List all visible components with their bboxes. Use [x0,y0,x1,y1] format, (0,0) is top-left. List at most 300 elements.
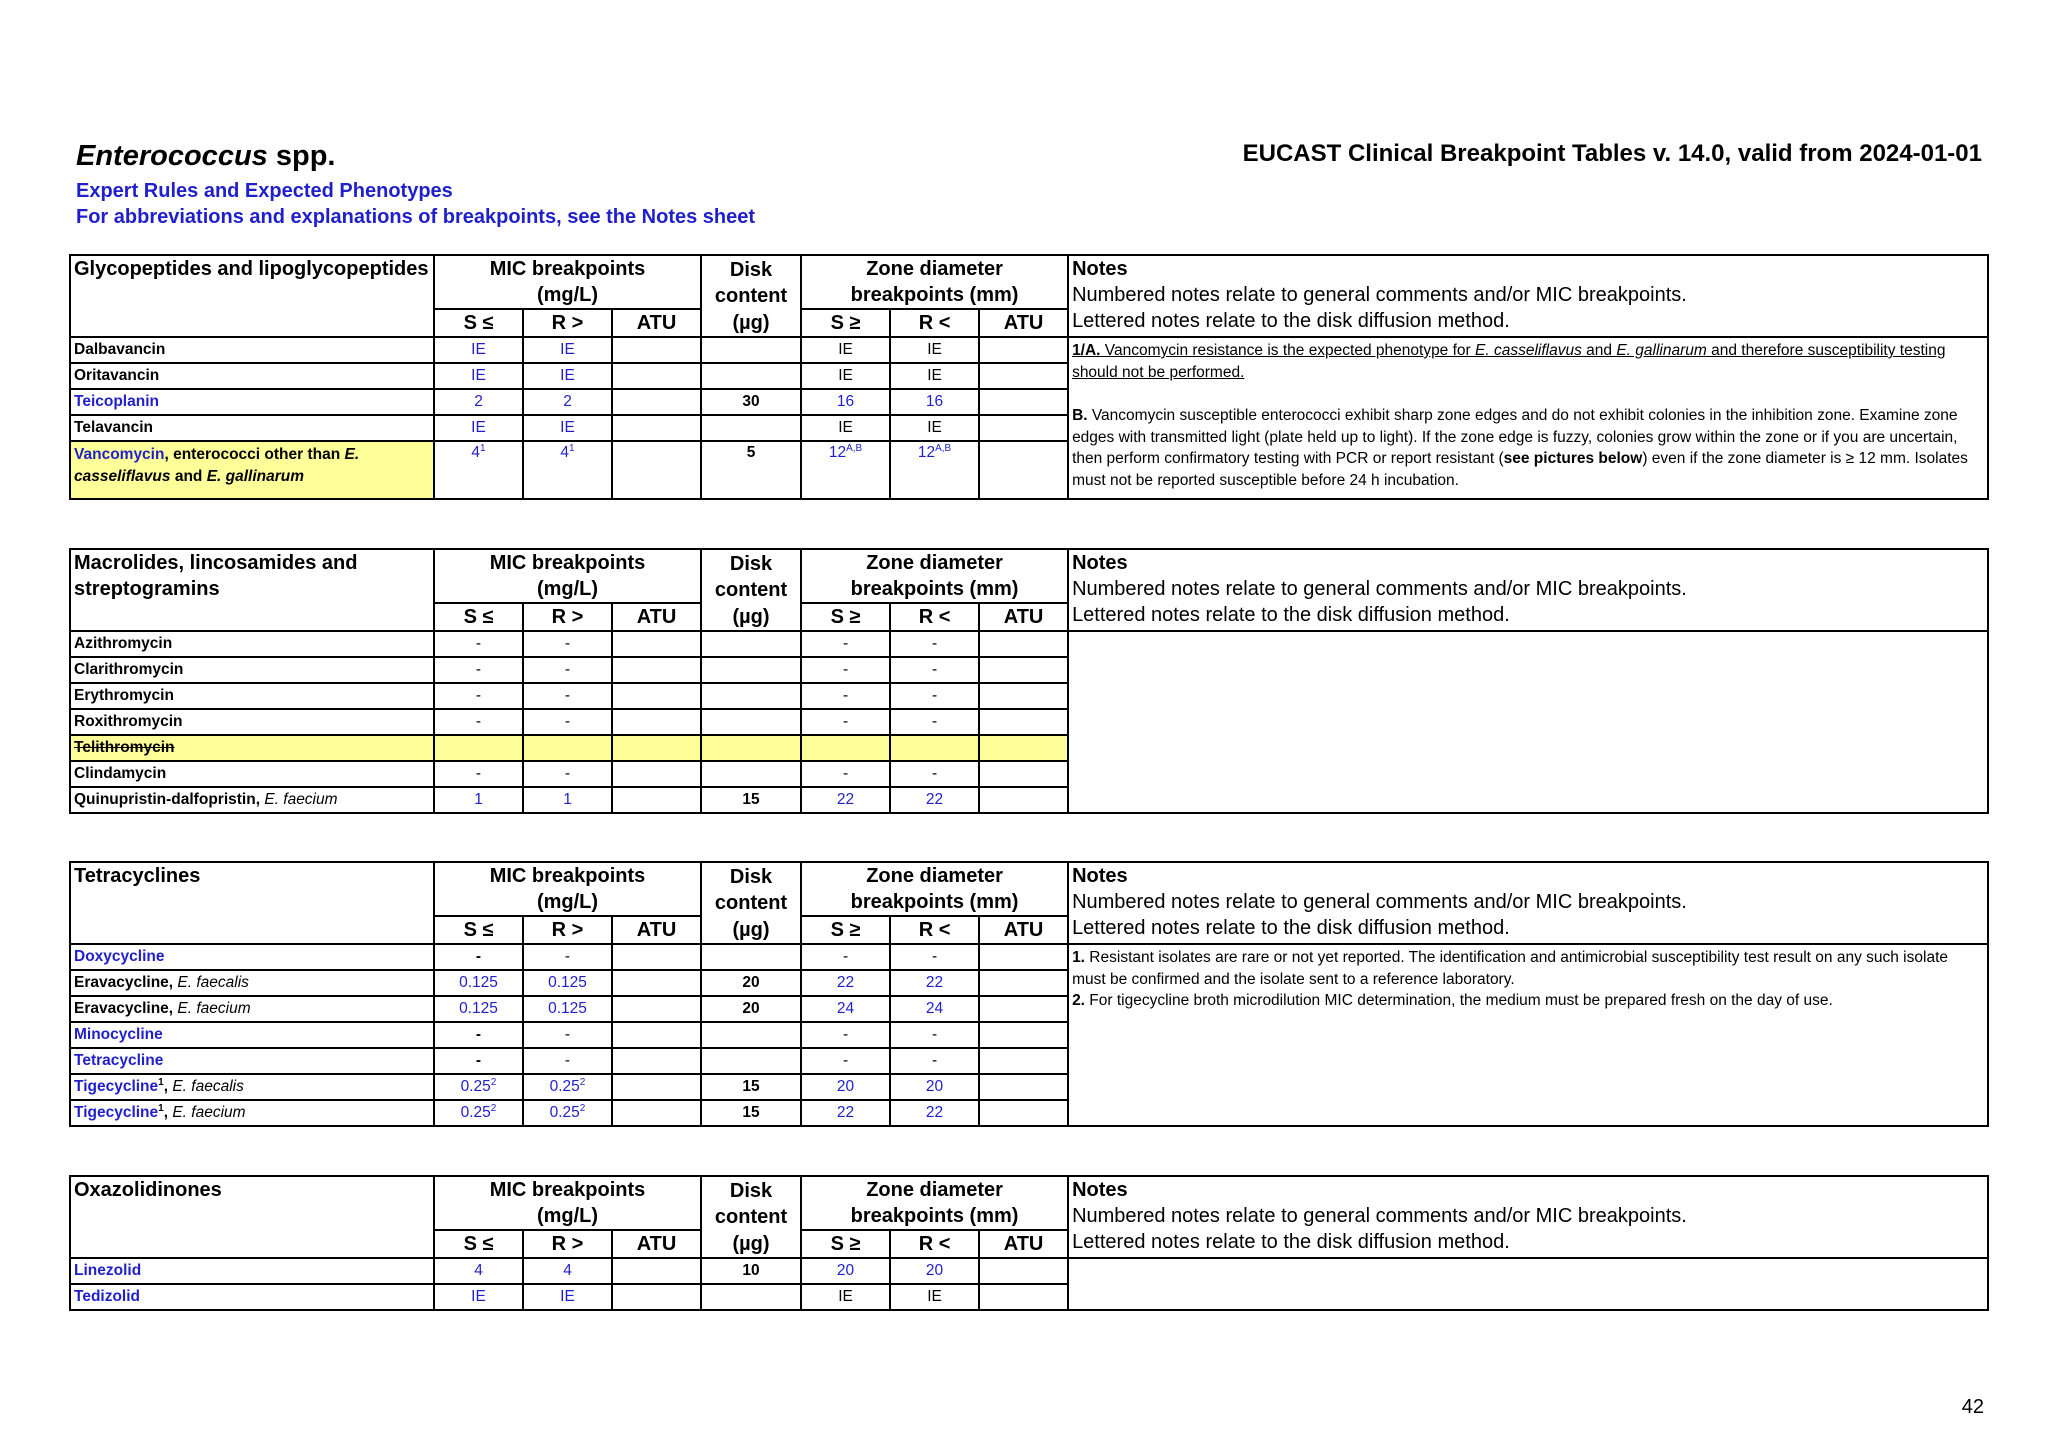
mic-atu [612,1048,701,1074]
agent-name [70,441,434,499]
zone-r [890,441,979,499]
disk-header: Disk [729,1179,773,1202]
species: E. faecium [172,1104,246,1121]
note-ref: A,B [935,442,952,454]
col-atu: ATU [612,309,701,337]
zone-atu [979,1048,1068,1074]
zone-s: 22 [801,787,890,813]
zone-atu [979,337,1068,363]
zone-atu [979,1258,1068,1284]
agent-name: Azithromycin [70,631,434,657]
zone-s: - [801,657,890,683]
zone-r: 16 [890,389,979,415]
zone-header2: breakpoints (mm) [850,284,1019,306]
col-zr: R < [890,916,979,944]
zone-s [801,441,890,499]
mic-s [434,441,523,499]
agent-name: Tetracycline [70,1048,434,1074]
zone-atu [979,709,1068,735]
disk-header2: content [714,891,788,914]
mic-s: 0.125 [434,970,523,996]
disk-header: Disk [729,552,773,575]
col-zatu: ATU [979,916,1068,944]
page-number: 42 [1961,1396,1984,1418]
disk-content: 10 [701,1258,801,1284]
zone-s: - [801,683,890,709]
mic-r [523,1100,612,1126]
mic-r: IE [523,363,612,389]
note-label: 2. [1072,992,1085,1009]
note-label: 1/A. [1072,342,1101,359]
note-ref: 1 [158,1076,164,1088]
mic-s: - [434,761,523,787]
mic-r: - [523,1022,612,1048]
mic-atu [612,389,701,415]
zone-s: 20 [801,1258,890,1284]
mic-s: - [434,683,523,709]
zone-r: 22 [890,970,979,996]
agent-name-main: Eravacycline [74,974,169,991]
zone-r: - [890,709,979,735]
zone-header: Zone diameter [866,1179,1003,1201]
species: E. casseliflavus [74,446,360,485]
zone-r: IE [890,415,979,441]
notes-line2: Lettered notes relate to the disk diffusion method. [1072,604,1510,626]
zone-s [801,735,890,761]
note-ref: 2 [490,1076,497,1088]
mic-atu [612,970,701,996]
zone-atu [979,1074,1068,1100]
disk-content [701,337,801,363]
disk-header: Disk [729,865,773,888]
zone-r: - [890,683,979,709]
mic-atu [612,363,701,389]
notes-line1: Numbered notes relate to general comments and/or MIC breakpoints. [1072,578,1687,600]
col-zr: R < [890,1230,979,1258]
agent-name-main: Tigecycline [74,1104,159,1121]
mic-atu [612,944,701,970]
value: 0.25 [460,1104,491,1121]
mic-r: 0.125 [523,996,612,1022]
col-zr: R < [890,603,979,631]
notes-title: Notes [1072,1179,1128,1201]
agent-name: Tigecycline$^1$, E. faecalis [70,1074,434,1100]
zone-r: IE [890,1284,979,1310]
mic-s: - [434,1048,523,1074]
class-title: Macrolides, lincosamides and streptogramins [70,549,434,631]
oxa-notes [1068,1258,1988,1310]
col-s: S ≤ [434,916,523,944]
mic-atu [612,415,701,441]
disk-content [701,631,801,657]
agent-name: Telavancin [70,415,434,441]
document-title: EUCAST Clinical Breakpoint Tables v. 14.0, valid from 2024-01-01 [1242,140,1982,167]
mic-s: - [434,657,523,683]
mic-atu [612,1022,701,1048]
note-text: Resistant isolates are rare or not yet reported. The identification and antimicrobial susceptibility test result on any such isolate must be confirmed and the isolate sent to a reference laboratory. [1072,949,1948,988]
disk-unit: (µg) [701,916,801,944]
agent-name: Eravacycline, E. faecium [70,996,434,1022]
mic-atu [612,683,701,709]
mic-atu [612,1284,701,1310]
species: E. gallinarum [206,468,305,485]
class-title: Tetracyclines [70,862,434,944]
note-text: Vancomycin susceptible enterococci exhibit sharp zone edges and do not exhibit colonies in the inhibition zone. Examine zone edges with transmitted light (plate held up to light). If the zone edge is fuzzy, colonies grow within the zone or if you are uncertain, then perform confirmatory testing with PCR or report resistant ( [1072,407,1958,467]
mic-s: IE [434,1284,523,1310]
zone-atu [979,415,1068,441]
agent-name: Tigecycline$^1$, E. faecium [70,1100,434,1126]
notes-line2: Lettered notes relate to the disk diffusion method. [1072,917,1510,939]
disk-unit: (µg) [701,603,801,631]
note-text: and therefore susceptibility testing should not be performed. [1072,342,1946,381]
disk-content: 5 [701,441,801,499]
species: E. gallinarum [1616,342,1707,359]
zone-s: 22 [801,1100,890,1126]
agent-name: Doxycycline [70,944,434,970]
agent-qualifier: and [170,468,207,485]
disk-content [701,683,801,709]
mic-header: MIC breakpoints [489,258,646,280]
zone-atu [979,631,1068,657]
note-ref: 2 [579,1102,586,1114]
col-zs: S ≥ [801,916,890,944]
oxazolidinones-table [69,1175,1989,1311]
zone-s: - [801,631,890,657]
note-ref: 1 [569,442,575,454]
notes-line1: Numbered notes relate to general comments and/or MIC breakpoints. [1072,891,1687,913]
zone-r: - [890,657,979,683]
zone-s: IE [801,415,890,441]
mic-r: - [523,683,612,709]
expert-rules-link[interactable]: Expert Rules and Expected Phenotypes [76,180,453,202]
mic-s [434,1100,523,1126]
col-r: R > [523,916,612,944]
notes-title: Notes [1072,865,1128,887]
mic-atu [612,441,701,499]
mic-unit: (mg/L) [536,284,599,306]
col-zatu: ATU [979,603,1068,631]
agent-name: Linezolid [70,1258,434,1284]
zone-s: - [801,761,890,787]
agent-name [70,735,434,761]
mic-s: 2 [434,389,523,415]
mic-r: - [523,709,612,735]
agent-name: Tedizolid [70,1284,434,1310]
mic-atu [612,787,701,813]
notes-line1: Numbered notes relate to general comments and/or MIC breakpoints. [1072,1205,1687,1227]
zone-header2: breakpoints (mm) [850,891,1019,913]
mic-atu [612,1074,701,1100]
value: 0.25 [549,1104,580,1121]
zone-r: 24 [890,996,979,1022]
mic-unit: (mg/L) [536,1205,599,1227]
zone-atu [979,735,1068,761]
mic-s: IE [434,337,523,363]
mic-s: - [434,631,523,657]
note-ref: 2 [490,1102,497,1114]
species: E. casseliflavus [1475,342,1582,359]
agent-name: Erythromycin [70,683,434,709]
mic-s: IE [434,363,523,389]
table-row [70,631,1988,657]
zone-atu [979,1022,1068,1048]
species: E. faecalis [172,1078,244,1095]
agent-name: Clindamycin [70,761,434,787]
zone-atu [979,363,1068,389]
mic-s [434,1074,523,1100]
mic-r [523,735,612,761]
mic-s [434,735,523,761]
note-ref: A,B [846,442,863,454]
mic-atu [612,735,701,761]
mic-r: - [523,657,612,683]
agent-name-main: Quinupristin-dalfopristin [74,791,256,808]
zone-s: 20 [801,1074,890,1100]
notes-title: Notes [1072,552,1128,574]
zone-r: - [890,1022,979,1048]
mic-atu [612,337,701,363]
mic-atu [612,996,701,1022]
col-atu: ATU [612,603,701,631]
notes-line2: Lettered notes relate to the disk diffusion method. [1072,310,1510,332]
zone-atu [979,787,1068,813]
mic-r: 4 [523,1258,612,1284]
disk-content: 15 [701,1100,801,1126]
disk-unit: (µg) [701,309,801,337]
value: 0.25 [549,1078,580,1095]
agent-name-main: Vancomycin [74,446,165,463]
col-s: S ≤ [434,1230,523,1258]
value: 4 [471,444,481,461]
note-text: and [1581,342,1617,359]
value: 0.25 [460,1078,491,1095]
disk-unit: (µg) [701,1230,801,1258]
macrolides-table [69,548,1989,814]
col-zr: R < [890,309,979,337]
col-s: S ≤ [434,309,523,337]
zone-r [890,735,979,761]
agent-name: Eravacycline, E. faecalis [70,970,434,996]
zone-s: 16 [801,389,890,415]
agent-name: Roxithromycin [70,709,434,735]
disk-content: 20 [701,996,801,1022]
page-title: Enterococcus spp. [76,140,336,172]
zone-r: 20 [890,1074,979,1100]
value: 12 [828,444,847,461]
zone-header: Zone diameter [866,865,1003,887]
mic-r: IE [523,415,612,441]
zone-s: - [801,944,890,970]
class-title: Oxazolidinones [70,1176,434,1258]
disk-content [701,1048,801,1074]
class-title: Glycopeptides and lipoglycopeptides [70,255,434,337]
zone-header: Zone diameter [866,552,1003,574]
note-ref: 2 [579,1076,586,1088]
mic-s: 4 [434,1258,523,1284]
zone-atu [979,1284,1068,1310]
zone-atu [979,761,1068,787]
mic-header: MIC breakpoints [489,552,646,574]
disk-content [701,709,801,735]
mic-s: - [434,944,523,970]
mic-s: - [434,709,523,735]
disk-content: 30 [701,389,801,415]
zone-atu [979,657,1068,683]
col-atu: ATU [612,916,701,944]
value: 4 [560,444,570,461]
macro-notes [1068,631,1988,813]
col-zatu: ATU [979,1230,1068,1258]
agent-name: Clarithromycin [70,657,434,683]
table-row [70,944,1988,970]
mic-header: MIC breakpoints [489,1179,646,1201]
notes-line1: Numbered notes relate to general comments and/or MIC breakpoints. [1072,284,1687,306]
agent-name: Quinupristin-dalfopristin, E. faecium [70,787,434,813]
col-zs: S ≥ [801,603,890,631]
agent-name: Teicoplanin [70,389,434,415]
zone-header2: breakpoints (mm) [850,1205,1019,1227]
zone-s: 22 [801,970,890,996]
mic-atu [612,709,701,735]
mic-r: - [523,631,612,657]
col-atu: ATU [612,1230,701,1258]
disk-content [701,735,801,761]
mic-r: IE [523,337,612,363]
mic-r: - [523,944,612,970]
zone-header2: breakpoints (mm) [850,578,1019,600]
zone-r: 22 [890,787,979,813]
mic-s: 0.125 [434,996,523,1022]
note-emphasis: see pictures below [1503,450,1643,467]
agent-name-main: Eravacycline [74,1000,169,1017]
zone-r: - [890,631,979,657]
zone-s: 24 [801,996,890,1022]
mic-atu [612,631,701,657]
glyco-notes [1068,337,1988,499]
glycopeptides-table [69,254,1989,500]
col-zs: S ≥ [801,1230,890,1258]
disk-content: 15 [701,787,801,813]
note-text: ) even if the zone diameter is ≥ 12 mm. Isolates must not be reported susceptible before 24 h incubation. [1072,450,1968,489]
mic-r: - [523,1048,612,1074]
note-text: Vancomycin resistance is the expected phenotype for [1100,342,1476,359]
disk-content [701,1284,801,1310]
disk-header2: content [714,578,788,601]
zone-s: IE [801,337,890,363]
mic-atu [612,1258,701,1284]
table-row [70,1258,1988,1284]
mic-unit: (mg/L) [536,891,599,913]
disk-content [701,363,801,389]
note-label: 1. [1072,949,1085,966]
mic-r [523,441,612,499]
mic-unit: (mg/L) [536,578,599,600]
zone-header: Zone diameter [866,258,1003,280]
agent-name-struck: Telithromycin [74,739,175,756]
mic-r: 1 [523,787,612,813]
zone-atu [979,970,1068,996]
disk-header2: content [714,1205,788,1228]
mic-atu [612,761,701,787]
notes-line2: Lettered notes relate to the disk diffusion method. [1072,1231,1510,1253]
zone-r: - [890,1048,979,1074]
zone-atu [979,944,1068,970]
disk-header2: content [714,284,788,307]
note-label: B. [1072,407,1088,424]
disk-content: 15 [701,1074,801,1100]
col-r: R > [523,603,612,631]
zone-s: - [801,1048,890,1074]
mic-atu [612,1100,701,1126]
col-zatu: ATU [979,309,1068,337]
col-zs: S ≥ [801,309,890,337]
tetracyclines-table [69,861,1989,1127]
disk-content [701,761,801,787]
zone-r: 22 [890,1100,979,1126]
tetra-notes [1068,944,1988,1126]
zone-atu [979,389,1068,415]
mic-r: 2 [523,389,612,415]
notes-sheet-link[interactable]: For abbreviations and explanations of breakpoints, see the Notes sheet [76,206,756,228]
disk-content [701,415,801,441]
species: E. faecium [177,1000,251,1017]
table-row [70,337,1988,363]
disk-content [701,1022,801,1048]
disk-header: Disk [729,258,773,281]
zone-s: IE [801,1284,890,1310]
mic-r: 0.125 [523,970,612,996]
mic-r [523,1074,612,1100]
zone-s: - [801,709,890,735]
value: 12 [917,444,936,461]
mic-r: IE [523,1284,612,1310]
col-r: R > [523,309,612,337]
mic-header: MIC breakpoints [489,865,646,887]
col-s: S ≤ [434,603,523,631]
agent-qualifier: , enterococci other than [164,446,345,463]
zone-atu [979,441,1068,499]
species: E. faecium [264,791,338,808]
disk-content: 20 [701,970,801,996]
species: E. faecalis [177,974,249,991]
zone-atu [979,1100,1068,1126]
note-ref: 1 [480,442,486,454]
zone-s: IE [801,363,890,389]
agent-name: Oritavancin [70,363,434,389]
disk-content [701,657,801,683]
agent-name: Minocycline [70,1022,434,1048]
mic-s: - [434,1022,523,1048]
disk-content [701,944,801,970]
mic-s: IE [434,415,523,441]
zone-s: - [801,1022,890,1048]
mic-atu [612,657,701,683]
zone-r: IE [890,363,979,389]
zone-r: IE [890,337,979,363]
note-ref: 1 [158,1102,164,1114]
agent-name-main: Tigecycline [74,1078,159,1095]
zone-atu [979,683,1068,709]
mic-s: 1 [434,787,523,813]
mic-r: - [523,761,612,787]
zone-atu [979,996,1068,1022]
col-r: R > [523,1230,612,1258]
zone-r: 20 [890,1258,979,1284]
zone-r: - [890,944,979,970]
zone-r: - [890,761,979,787]
agent-name: Dalbavancin [70,337,434,363]
notes-title: Notes [1072,258,1128,280]
